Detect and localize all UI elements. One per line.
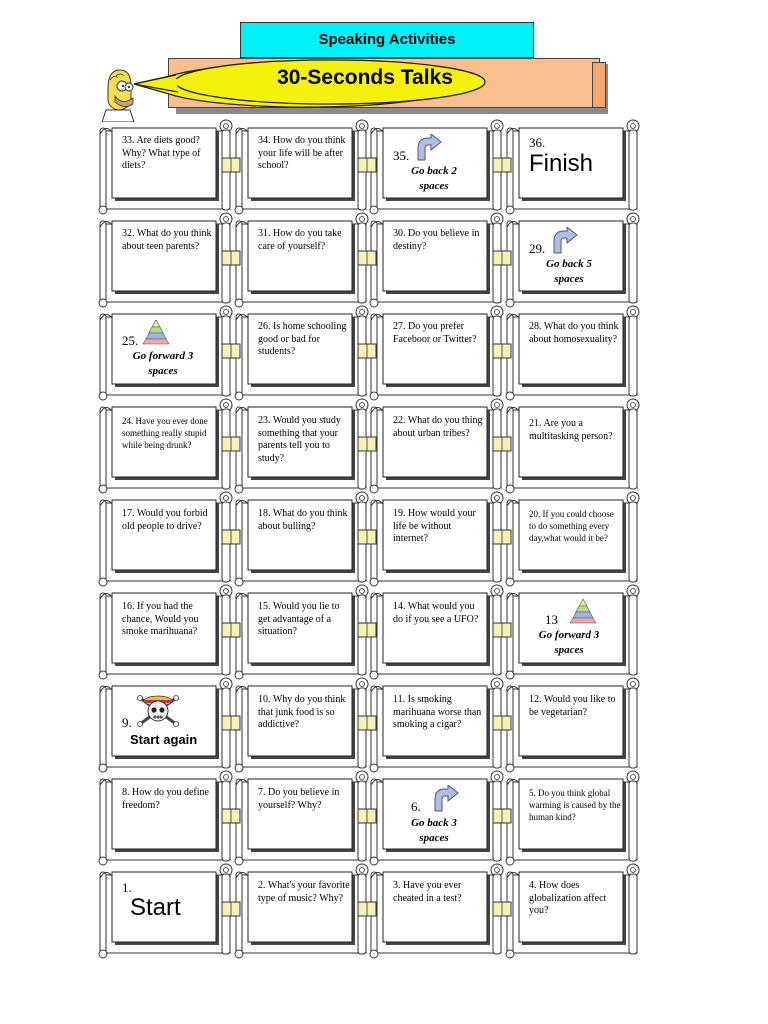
- pyramid-icon: [569, 598, 597, 624]
- board-cell: [235, 864, 368, 958]
- cell-2-text: 2. What's your favorite type of music? Why?: [258, 880, 350, 904]
- board-cell: [235, 771, 368, 865]
- page-header: Speaking Activities: [240, 22, 534, 58]
- cell-4-text: 4. How does globalization affect you?: [529, 880, 607, 916]
- cell-12-text: 12. Would you like to be vegetarian?: [529, 694, 616, 718]
- cell-8-text: 8. How do you define freedom?: [122, 787, 209, 811]
- cell-34-text: 34. How do you think your life will be after school?: [258, 135, 346, 171]
- cell-3-text: 3. Have you ever cheated in a test?: [393, 880, 462, 904]
- cell-18-text: 18. What do you think about bulling?: [258, 508, 348, 532]
- cell-26-text: 26. Is home schooling good or bad for students?: [258, 321, 347, 357]
- cell-25-number: 25.: [122, 333, 139, 348]
- board-cell: [99, 771, 232, 865]
- curved-arrow-icon: [430, 785, 460, 813]
- cell-35-action: Go back 2 spaces: [411, 165, 457, 192]
- cell-5-text: 5. Do you think global warming is caused by the human kind?: [529, 788, 621, 822]
- cell-6-action: Go back 3 spaces: [411, 817, 457, 844]
- cell-14-text: 14. What would you do if you see a UFO?: [393, 601, 479, 625]
- cell-31-text: 31. How do you take care of yourself?: [258, 228, 342, 252]
- cell-29-action: Go back 5 spaces: [546, 258, 592, 285]
- board-cell: [99, 492, 232, 586]
- cell-27-text: 27. Do you prefer Faceboor or Twitter?: [393, 321, 477, 345]
- cell-15-text: 15. Would you lie to get advantage of a situation?: [258, 601, 340, 637]
- start-label: Start: [130, 894, 181, 921]
- cell-17-text: 17. Would you forbid old people to drive?: [122, 508, 208, 532]
- cell-35-number: 35.: [393, 148, 410, 163]
- cell-30-text: 30. Do you believe in destiny?: [393, 228, 480, 252]
- cell-9-number: 9.: [122, 715, 132, 730]
- cell-16-text: 16. If you had the chance, Would you smoke marihuana?: [122, 601, 199, 637]
- board-cell: [506, 678, 639, 772]
- cell-36-number: 36.: [529, 135, 546, 150]
- cell-28-text: 28. What do you think about homosexuality?: [529, 321, 619, 345]
- finish-label: Finish: [529, 150, 594, 177]
- skull-icon: [137, 692, 179, 728]
- cell-20-text: 20. If you could choose to do something every day,what would it be?: [529, 509, 614, 543]
- board-cell: [235, 492, 368, 586]
- board-cell: [370, 864, 503, 958]
- cell-22-text: 22. What do you thing about urban tribes?: [393, 415, 483, 439]
- cell-23-text: 23. Would you study something that your parents tell you to study?: [258, 415, 341, 464]
- pyramid-icon: [142, 319, 170, 345]
- cell-33-text: 33. Are diets good? Why? What type of diets?: [122, 135, 201, 171]
- cell-29-number: 29.: [529, 241, 546, 256]
- cell-25-action: Go forward 3 spaces: [132, 350, 194, 377]
- cell-1-number: 1.: [122, 880, 132, 895]
- board-cell: [370, 585, 503, 679]
- cell-13-number: 13: [545, 612, 558, 627]
- curved-arrow-icon: [549, 227, 579, 255]
- start-again-label: Start again: [130, 732, 198, 747]
- curved-arrow-icon: [413, 134, 443, 162]
- cell-10-text: 10. Why do you think that junk food is so addictive?: [258, 694, 346, 730]
- board-cell: [506, 399, 639, 493]
- cell-19-text: 19. How would your life be without internet?: [393, 508, 476, 544]
- page-title: 30-Seconds Talks: [277, 66, 453, 89]
- cell-6-number: 6.: [411, 799, 421, 814]
- cell-21-text: 21. Are you a multitasking person?: [529, 418, 613, 442]
- board-cell: [370, 399, 503, 493]
- cell-7-text: 7. Do you believe in yourself? Why?: [258, 787, 340, 811]
- cell-24-text: 24. Have you ever done something really stupid while being drunk?: [122, 416, 208, 450]
- cell-32-text: 32. What do you think about teen parents?: [122, 228, 212, 252]
- cell-13-action: Go forward 3 spaces: [538, 629, 600, 656]
- cell-11-text: 11. Is smoking marihuana worse than smoking a cigar?: [393, 694, 482, 730]
